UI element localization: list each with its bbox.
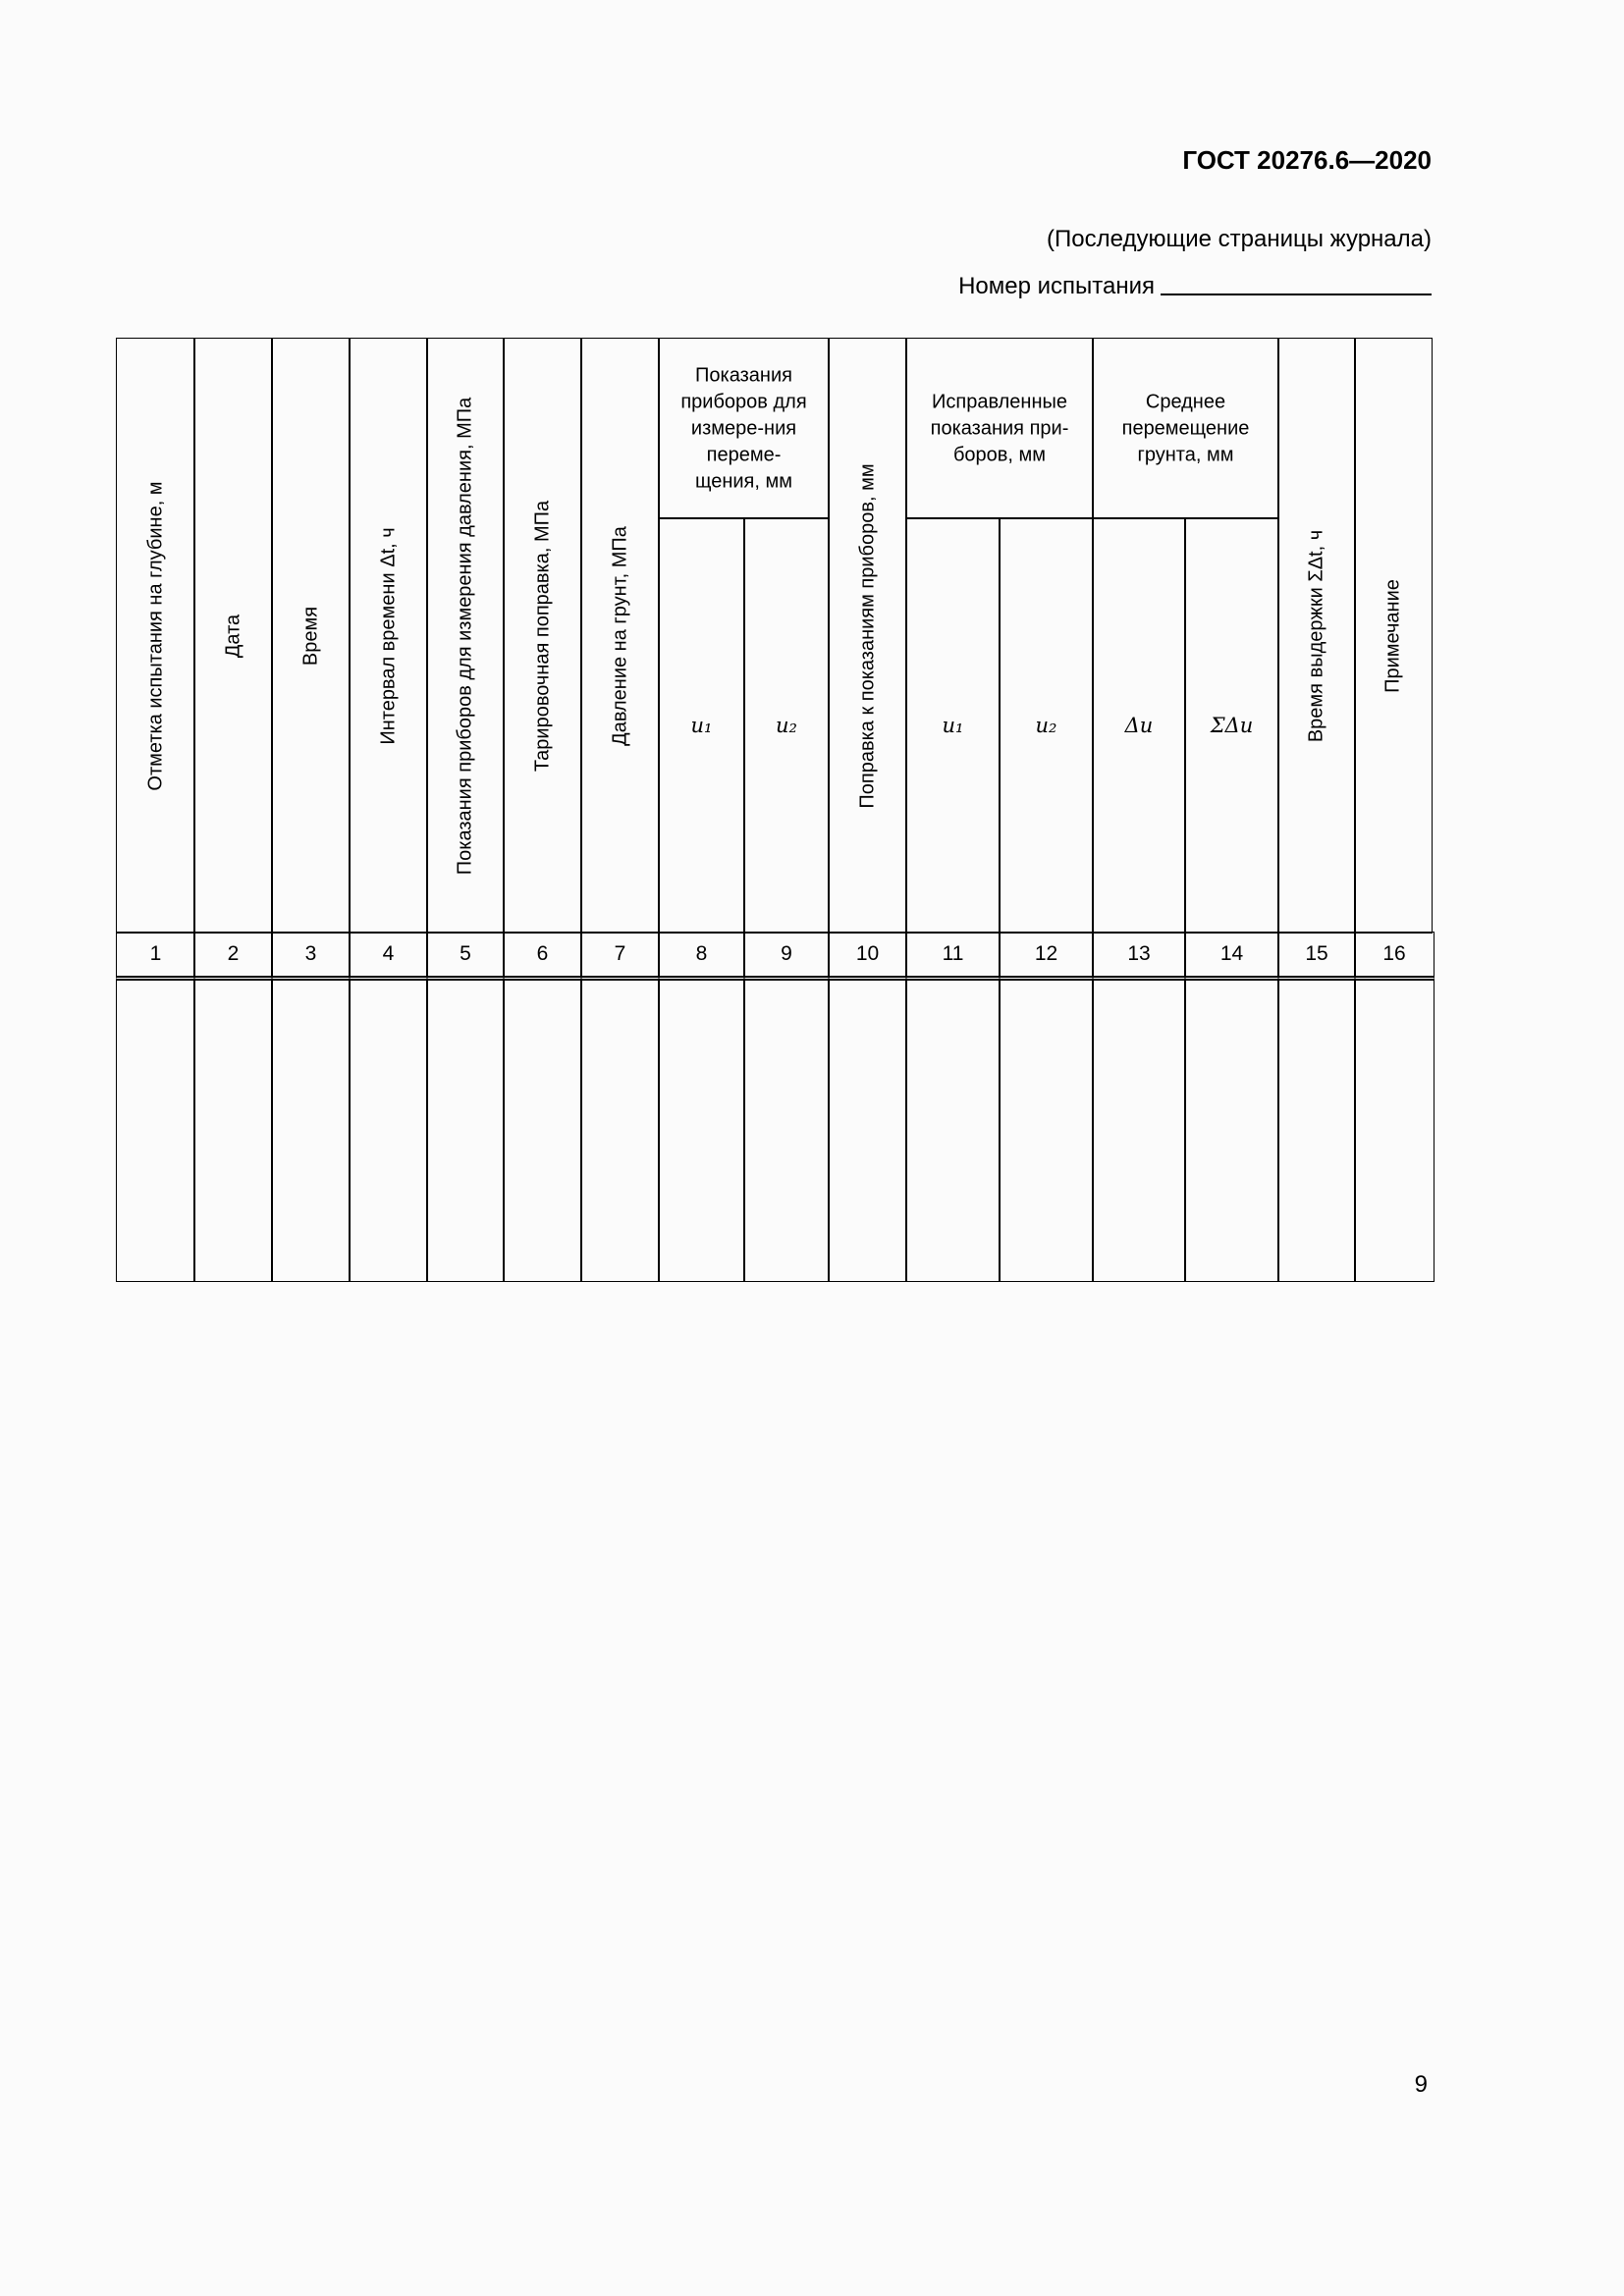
test-number-label: Номер испытания — [958, 273, 1155, 299]
column-number-cell — [503, 932, 582, 981]
data-cell — [905, 979, 1001, 1282]
header-label: Отметка испытания на глубине, м — [144, 480, 166, 791]
header-group-13-14 — [1092, 338, 1279, 519]
symbol-delta-u: Δu — [1124, 714, 1154, 737]
header-label: Время выдержки ΣΔt, ч — [1305, 529, 1327, 742]
header-group-label: Показания приборов для измере-ния переме-щения, мм — [680, 364, 807, 492]
column-number-cell — [1184, 932, 1279, 981]
column-number: 11 — [942, 942, 964, 965]
symbol-u2: u₂ — [1035, 714, 1057, 737]
column-number: 1 — [149, 942, 162, 965]
header-cell-4 — [349, 338, 428, 934]
data-cell — [116, 979, 195, 1282]
header-label: Поправка к показаниям приборов, мм — [856, 462, 878, 809]
symbol-u1: u₁ — [942, 714, 964, 737]
test-number-blank-line — [1161, 294, 1432, 295]
header-cell-13 — [1092, 517, 1186, 934]
data-cell — [999, 979, 1094, 1282]
page-subtitle: (Последующие страницы журнала) — [1047, 226, 1432, 252]
column-number: 10 — [855, 942, 880, 965]
test-number-field — [884, 273, 1432, 300]
data-cell — [1184, 979, 1279, 1282]
column-number-cell — [193, 932, 273, 981]
header-cell-3 — [271, 338, 351, 934]
header-cell-11 — [905, 517, 1001, 934]
column-number: 16 — [1382, 942, 1406, 965]
column-number: 5 — [460, 942, 471, 965]
header-cell-12 — [999, 517, 1094, 934]
data-cell — [1092, 979, 1186, 1282]
header-label: Показания приборов для измерения давления, МПа — [454, 397, 476, 875]
header-group-label: Исправленные показания при-боров, мм — [930, 391, 1069, 465]
column-number-cell — [999, 932, 1094, 981]
data-cell — [1277, 979, 1356, 1282]
data-cell — [1354, 979, 1435, 1282]
header-cell-1 — [116, 338, 195, 934]
standard-number: ГОСТ 20276.6—2020 — [1182, 145, 1432, 175]
header-cell-7 — [580, 338, 660, 934]
symbol-sum-delta-u: ΣΔu — [1210, 714, 1254, 737]
column-number: 8 — [695, 942, 708, 965]
header-cell-10 — [828, 338, 907, 934]
column-number: 6 — [536, 942, 549, 965]
header-cell-5 — [426, 338, 505, 934]
header-cell-15 — [1277, 338, 1356, 934]
column-number-cell — [1354, 932, 1435, 981]
page-number: 9 — [1414, 2071, 1428, 2098]
symbol-u1: u₁ — [690, 714, 713, 737]
data-cell — [743, 979, 830, 1282]
column-number-cell — [580, 932, 660, 981]
column-number-cell — [1092, 932, 1186, 981]
header-cell-16 — [1354, 338, 1433, 934]
column-number-cell — [905, 932, 1001, 981]
data-cell — [426, 979, 505, 1282]
header-group-8-9 — [658, 338, 830, 519]
header-label: Давление на грунт, МПа — [609, 525, 630, 746]
column-number: 15 — [1305, 942, 1328, 965]
data-cell — [828, 979, 907, 1282]
header-label: Дата — [222, 614, 244, 658]
column-number: 13 — [1127, 942, 1151, 965]
data-cell — [271, 979, 351, 1282]
column-number-cell — [349, 932, 428, 981]
column-number-cell — [116, 932, 195, 981]
column-number: 3 — [304, 942, 317, 965]
data-cell — [658, 979, 745, 1282]
column-number: 7 — [614, 942, 626, 965]
header-label: Время — [299, 606, 321, 666]
header-group-label: Среднее перемещение грунта, мм — [1121, 391, 1250, 465]
data-cell — [349, 979, 428, 1282]
column-number-cell — [426, 932, 505, 981]
header-group-11-12 — [905, 338, 1094, 519]
header-cell-6 — [503, 338, 582, 934]
header-cell-8 — [658, 517, 745, 934]
column-number-cell — [271, 932, 351, 981]
header-label: Интервал времени Δt, ч — [377, 526, 399, 745]
column-number: 12 — [1034, 942, 1058, 965]
column-number: 2 — [227, 942, 240, 965]
data-cell — [503, 979, 582, 1282]
column-number: 14 — [1219, 942, 1244, 965]
column-number-cell — [658, 932, 745, 981]
data-cell — [193, 979, 273, 1282]
column-number: 4 — [382, 942, 395, 965]
column-number-cell — [828, 932, 907, 981]
header-cell-14 — [1184, 517, 1279, 934]
header-cell-9 — [743, 517, 830, 934]
column-number-cell — [1277, 932, 1356, 981]
data-cell — [580, 979, 660, 1282]
header-cell-2 — [193, 338, 273, 934]
symbol-u2: u₂ — [776, 714, 797, 737]
column-number: 9 — [781, 942, 792, 965]
header-label: Тарировочная поправка, МПа — [531, 500, 553, 772]
column-number-cell — [743, 932, 830, 981]
header-label: Примечание — [1381, 578, 1404, 693]
